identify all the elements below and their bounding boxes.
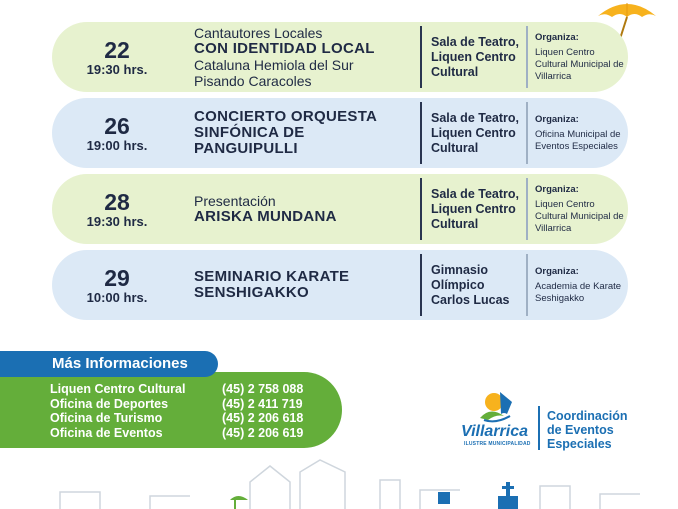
event-title-line: SINFÓNICA DE xyxy=(194,124,305,141)
event-time: 19:30 hrs. xyxy=(86,213,148,229)
contact-name: Liquen Centro Cultural xyxy=(50,382,186,396)
organizer-label: Organiza: xyxy=(535,183,579,195)
event-venue: Gimnasio Olímpico Carlos Lucas xyxy=(431,262,510,307)
event-title xyxy=(182,109,418,157)
event-row xyxy=(52,98,628,168)
event-row xyxy=(52,250,628,320)
contact-name: Oficina de Eventos xyxy=(50,425,163,440)
event-title xyxy=(182,25,418,89)
contact-name: Oficina de Turismo xyxy=(50,411,163,425)
event-title-line: Presentación xyxy=(194,193,276,209)
event-title-line: PANGUIPULLI xyxy=(194,140,298,157)
organizer-name: Liquen Centro Cultural Municipal de Villarrica xyxy=(535,198,624,234)
more-info-heading: Más Informaciones xyxy=(0,351,218,377)
event-row xyxy=(52,22,628,92)
event-organizer xyxy=(528,184,628,235)
brand-name: Villarrica xyxy=(461,423,529,440)
contact-name: Oficina de Deportes xyxy=(50,396,169,411)
event-day: 29 xyxy=(104,264,130,291)
contact-row xyxy=(50,411,342,426)
divider xyxy=(538,406,540,450)
contact-phone: (45) 2 758 088 xyxy=(222,382,304,396)
event-day: 26 xyxy=(104,112,130,139)
contact-phone: (45) 2 206 619 xyxy=(222,425,304,440)
event-row xyxy=(52,174,628,244)
event-venue: Sala de Teatro, Liquen Centro Cultural xyxy=(431,110,519,155)
organizer-name: Liquen Centro Cultural Municipal de Villarrica xyxy=(535,46,624,82)
organizer-label: Organiza: xyxy=(535,113,579,125)
event-organizer xyxy=(528,266,628,305)
event-title-line: CONCIERTO ORQUESTA xyxy=(194,108,378,125)
organizer-name: Oficina Municipal de Eventos Especiales xyxy=(535,128,621,152)
event-day: 28 xyxy=(104,188,130,215)
event-venue: Sala de Teatro, Liquen Centro Cultural xyxy=(431,34,519,79)
event-date xyxy=(52,266,182,305)
organizer-name: Academia de Karate Seshigakko xyxy=(535,280,622,304)
event-venue: Sala de Teatro, Liquen Centro Cultural xyxy=(431,186,519,231)
event-time: 10:00 hrs. xyxy=(86,289,148,305)
event-date xyxy=(52,190,182,229)
contact-info-box xyxy=(0,372,342,448)
event-title xyxy=(182,269,418,301)
organizer-label: Organiza: xyxy=(535,265,579,277)
contact-phone: (45) 2 411 719 xyxy=(222,396,303,411)
event-title xyxy=(182,193,418,225)
contact-phone: (45) 2 206 618 xyxy=(222,411,304,425)
event-title-line: CON IDENTIDAD LOCAL xyxy=(194,40,375,57)
event-date xyxy=(52,114,182,153)
event-day: 22 xyxy=(104,36,130,63)
department-line: de Eventos xyxy=(547,423,614,437)
organizer-label: Organiza: xyxy=(535,31,579,43)
event-title-line: SENSHIGAKKO xyxy=(194,284,309,301)
event-title-line: ARISKA MUNDANA xyxy=(194,208,337,225)
event-time: 19:00 hrs. xyxy=(86,137,148,153)
event-organizer xyxy=(528,114,628,153)
event-time: 19:30 hrs. xyxy=(86,61,148,77)
contact-row xyxy=(50,426,342,441)
event-title-line: Cataluna Hemiola del Sur xyxy=(194,57,354,73)
department-line: Especiales xyxy=(547,437,612,451)
department-name xyxy=(547,409,628,451)
department-line: Coordinación xyxy=(547,409,628,423)
event-title-line: Cantautores Locales xyxy=(194,25,323,41)
city-skyline-icon xyxy=(0,452,678,509)
contact-row xyxy=(50,397,342,412)
brand-subtitle: ILUSTRE MUNICIPALIDAD xyxy=(464,441,531,447)
contact-row xyxy=(50,382,342,397)
event-title-line: SEMINARIO KARATE xyxy=(194,268,350,285)
event-date xyxy=(52,38,182,77)
event-title-line: Pisando Caracoles xyxy=(194,73,312,89)
event-organizer xyxy=(528,32,628,83)
